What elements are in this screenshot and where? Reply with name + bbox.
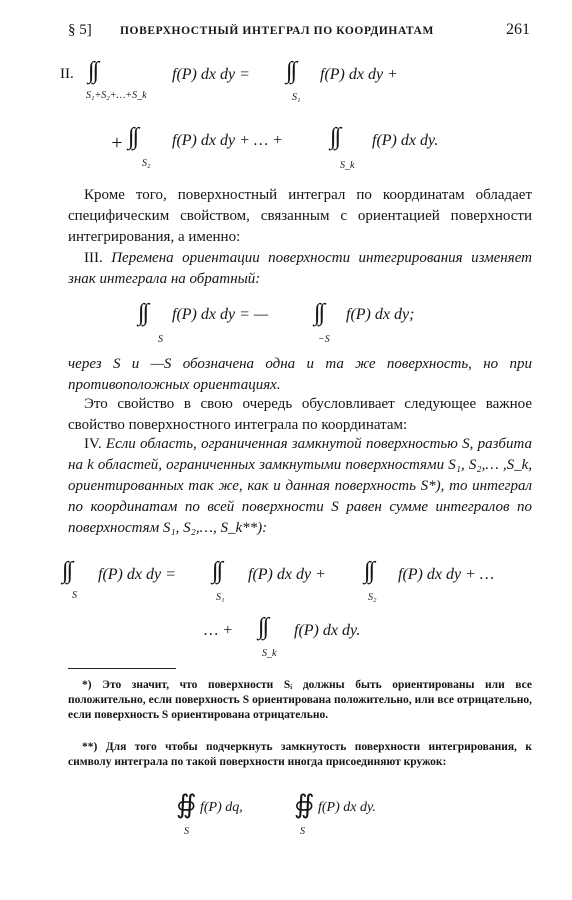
footnote-rule bbox=[68, 668, 176, 669]
footnote-1: *) Это значит, что поверхности Sᵢ должны быть ориентированы или все положительно, если поверхность S ориентирована положительно, или все отрицательно, если поверхность S ориентирована отрицательно. bbox=[68, 679, 532, 721]
equation-iv-s1-subscript: S₁ bbox=[216, 592, 225, 603]
equation-iv-sk-integrand: f(P) dx dy. bbox=[294, 622, 361, 639]
property-iii-text: Перемена ориентации поверхности интегрирования изменяет знак интеграла на обратный: bbox=[68, 250, 533, 287]
footnote-2: **) Для того чтобы подчеркнуть замкнутость поверхности интегрирования, к символу интеграла по такой поверхности иногда присоединяют кружок: bbox=[68, 741, 532, 768]
property-iii bbox=[68, 248, 532, 290]
equation-ii-sk-integral bbox=[330, 124, 339, 151]
property-iii-label: III. bbox=[84, 250, 103, 266]
contour-double-integral-symbol: ∯ bbox=[176, 790, 197, 819]
footnote-contour-integral-1 bbox=[176, 790, 197, 820]
equation-ii-label: II. bbox=[60, 66, 74, 82]
equation-iv-s2-integral bbox=[364, 558, 373, 585]
equation-ii-left-subscript: S₁+S₂+…+S_k bbox=[86, 90, 147, 101]
equation-iii-left-integrand: f(P) dx dy = — bbox=[172, 306, 269, 323]
page-number: 261 bbox=[506, 21, 530, 38]
equation-iii-right-integral bbox=[314, 300, 323, 327]
equation-iv-sk-integral bbox=[258, 614, 267, 641]
equation-iv-s-integral bbox=[62, 558, 71, 585]
section-marker: § 5] bbox=[68, 22, 92, 38]
equation-ii-line1 bbox=[60, 64, 74, 85]
equation-iii-right-integrand: f(P) dx dy; bbox=[346, 306, 415, 323]
equation-iv-s1-integral bbox=[212, 558, 221, 585]
double-integral-symbol: ∫∫ bbox=[286, 58, 296, 84]
paragraph-orientation-note: через S и —S обозначена одна и та же поверхность, но при противоположных ориентациях. bbox=[68, 356, 532, 393]
property-iv bbox=[68, 434, 532, 539]
equation-iv-s2-subscript: S₂ bbox=[368, 592, 377, 603]
equation-iv-dots: … + bbox=[204, 622, 234, 639]
equation-ii-right-subscript: S₁ bbox=[292, 92, 301, 103]
property-iv-label: IV. bbox=[84, 436, 102, 452]
equation-ii-plus: + bbox=[110, 132, 124, 154]
running-title: ПОВЕРХНОСТНЫЙ ИНТЕГРАЛ ПО КООРДИНАТАМ bbox=[120, 25, 434, 37]
equation-ii-s2-integral bbox=[128, 124, 137, 151]
contour-double-integral-symbol: ∯ bbox=[294, 790, 315, 819]
paragraph-orientation-intro: Кроме того, поверхностный интеграл по координатам обладает специфическим свойством, связанным с ориентацией поверхности интегрирования, а именно: bbox=[68, 187, 532, 245]
equation-ii-right-integrand: f(P) dx dy + bbox=[320, 66, 398, 83]
equation-ii-sk-integrand: f(P) dx dy. bbox=[372, 132, 439, 149]
double-integral-symbol: ∫∫ bbox=[138, 300, 148, 326]
equation-iv-s2-integrand: f(P) dx dy + … bbox=[398, 566, 495, 583]
double-integral-symbol: ∫∫ bbox=[212, 558, 222, 584]
equation-iv-s1-integrand: f(P) dx dy + bbox=[248, 566, 326, 583]
equation-iii-right-subscript: −S bbox=[318, 334, 330, 345]
double-integral-symbol: ∫∫ bbox=[314, 300, 324, 326]
footnote-contour-integral-2 bbox=[294, 790, 315, 820]
footnote-contour-2-integrand: f(P) dx dy. bbox=[318, 800, 376, 815]
equation-ii-left-integrand: f(P) dx dy = bbox=[172, 66, 250, 83]
equation-iv-s-integrand: f(P) dx dy = bbox=[98, 566, 176, 583]
equation-ii-sk-subscript: S_k bbox=[340, 160, 355, 171]
footnote-contour-1-subscript: S bbox=[184, 826, 189, 837]
equation-iii-left-integral bbox=[138, 300, 147, 327]
footnote-contour-1-integrand: f(P) dq, bbox=[200, 800, 243, 815]
double-integral-symbol: ∫∫ bbox=[258, 614, 268, 640]
equation-ii-left-integral bbox=[88, 58, 97, 85]
equation-ii-s2-integrand: f(P) dx dy + … + bbox=[172, 132, 283, 149]
equation-ii-right-integral bbox=[286, 58, 295, 85]
footnote-contour-2-subscript: S bbox=[300, 826, 305, 837]
equation-iv-s-subscript: S bbox=[72, 590, 77, 601]
equation-iii-left-subscript: S bbox=[158, 334, 163, 345]
double-integral-symbol: ∫∫ bbox=[88, 58, 98, 84]
equation-iv-sk-subscript: S_k bbox=[262, 648, 277, 659]
property-iv-text: Если область, ограниченная замкнутой поверхностью S, разбита на k областей, ограниченных замкнутыми поверхностями S₁, S₂,… ,S_k, ориентированных так же, как и данная поверхность S*), то интеграл по координатам по всей поверхности S равен сумме интегралов по поверхностям S₁, S₂,…, S_k**): bbox=[68, 436, 532, 536]
double-integral-symbol: ∫∫ bbox=[330, 124, 340, 150]
paragraph-consequence: Это свойство в свою очередь обусловливает следующее важное свойство поверхностного интеграла по координатам: bbox=[68, 396, 532, 433]
double-integral-symbol: ∫∫ bbox=[128, 124, 138, 150]
equation-ii-s2-subscript: S₂ bbox=[142, 158, 151, 169]
double-integral-symbol: ∫∫ bbox=[62, 558, 72, 584]
double-integral-symbol: ∫∫ bbox=[364, 558, 374, 584]
